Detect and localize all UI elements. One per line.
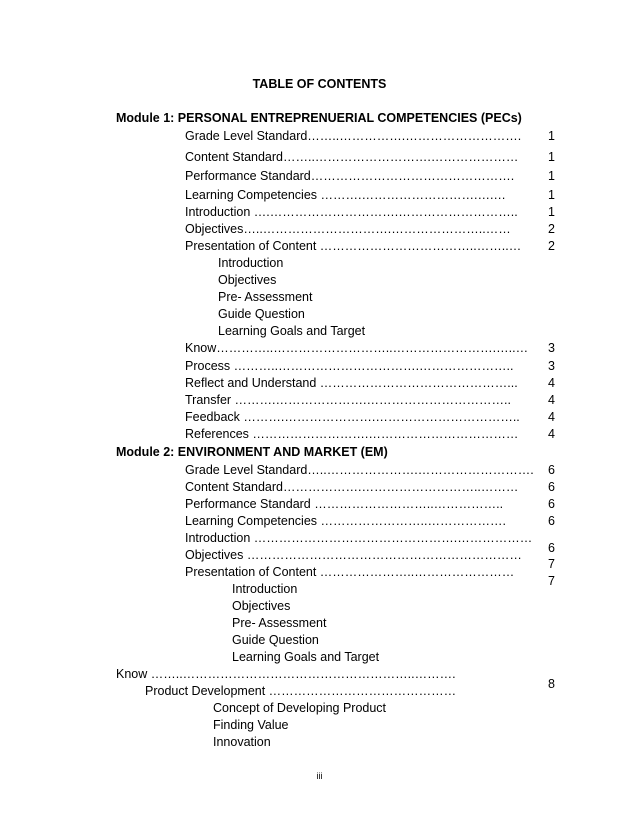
toc-entry-text: Transfer ……….………………….…………………………….. [185,393,511,407]
toc-entry-text: Grade Level Standard…..………………….………………………. [185,463,534,477]
toc-entry-text: Introduction ………………………………………….……………… [185,531,533,545]
toc-entry-page: 1 [548,169,555,183]
toc-entry-page: 1 [548,205,555,219]
toc-entry-page: 6 [548,541,555,555]
toc-sub-item: Introduction [218,256,284,270]
toc-entry-page: 2 [548,222,555,236]
toc-entry-text: Performance Standard…………………………………………. [185,169,515,183]
toc-entry-page: 2 [548,239,555,253]
toc-entry-page: 4 [548,376,555,390]
toc-product-development: Product Development ……………………………………… [145,684,457,698]
toc-entry-page: 6 [548,514,555,528]
toc-entry-page: 4 [548,427,555,441]
toc-entry-page: 4 [548,410,555,424]
toc-entry-page: 1 [548,129,555,143]
module-1-heading: Module 1: PERSONAL ENTREPRENUERIAL COMPETENCIES (PECs) [116,111,522,125]
toc-entry-text: Presentation of Content ………………………………..……..… [185,239,522,253]
toc-entry-page: 3 [548,359,555,373]
toc-sub-item: Guide Question [232,633,319,647]
toc-entry-text: References ……………………….……………………………… [185,427,519,441]
toc-sub-item: Finding Value [213,718,289,732]
toc-sub-item: Pre- Assessment [232,616,327,630]
toc-entry-text: Reflect and Understand ………………………………………... [185,376,518,390]
toc-sub-item: Objectives [232,599,291,613]
toc-entry-text: Process ………..…………………………….………………….. [185,359,514,373]
module-2-heading: Module 2: ENVIRONMENT AND MARKET (EM) [116,445,388,459]
toc-sub-item: Objectives [218,273,277,287]
toc-entry-page: 6 [548,463,555,477]
toc-entry-text: Feedback ……….………………….…………………………….. [185,410,520,424]
page-title: TABLE OF CONTENTS [252,77,387,91]
toc-sub-item: Learning Goals and Target [232,650,380,664]
toc-entry-text: Introduction ….………………………….……………………….. [185,205,518,219]
toc-entry-page: 6 [548,480,555,494]
toc-entry-text: Know…………..………………………..…………………….…..… [185,341,529,355]
toc-entry-page: 1 [548,150,555,164]
toc-entry-text: Performance Standard ………………………..…………….. [185,497,504,511]
toc-entry-text: Learning Competencies ……………………..………………. [185,514,506,528]
toc-sub-item: Pre- Assessment [218,290,313,304]
toc-sub-item: Innovation [213,735,271,749]
toc-entry-text: Learning Competencies ……….……………………….….… [185,188,506,202]
page-number: iii [316,771,323,781]
toc-know-entry: Know ……..………………………………………………..………. [116,667,456,681]
toc-entry-page: 7 [548,557,555,571]
toc-sub-item: Concept of Developing Product [213,701,387,715]
toc-entry-page: 1 [548,188,555,202]
toc-entry-text: Objectives…..………………………….…………………..…… [185,222,511,236]
toc-entry-page: 3 [548,341,555,355]
toc-sub-item: Introduction [232,582,298,596]
toc-entry-text: Objectives ………………………………………………………… [185,548,522,562]
toc-entry-text: Presentation of Content …………………..…………………… [185,565,515,579]
toc-entry-text: Content Standard……………….………………………..……… [185,480,519,494]
toc-entry-text: Grade Level Standard……..…………….………………………. [185,129,522,143]
toc-entry-text: Content Standard……..……………………….………………… [185,150,519,164]
toc-sub-item: Learning Goals and Target [218,324,366,338]
toc-sub-item: Guide Question [218,307,305,321]
toc-entry-page: 7 [548,574,555,588]
toc-entry-page: 8 [548,677,555,691]
toc-entry-page: 6 [548,497,555,511]
toc-entry-page: 4 [548,393,555,407]
